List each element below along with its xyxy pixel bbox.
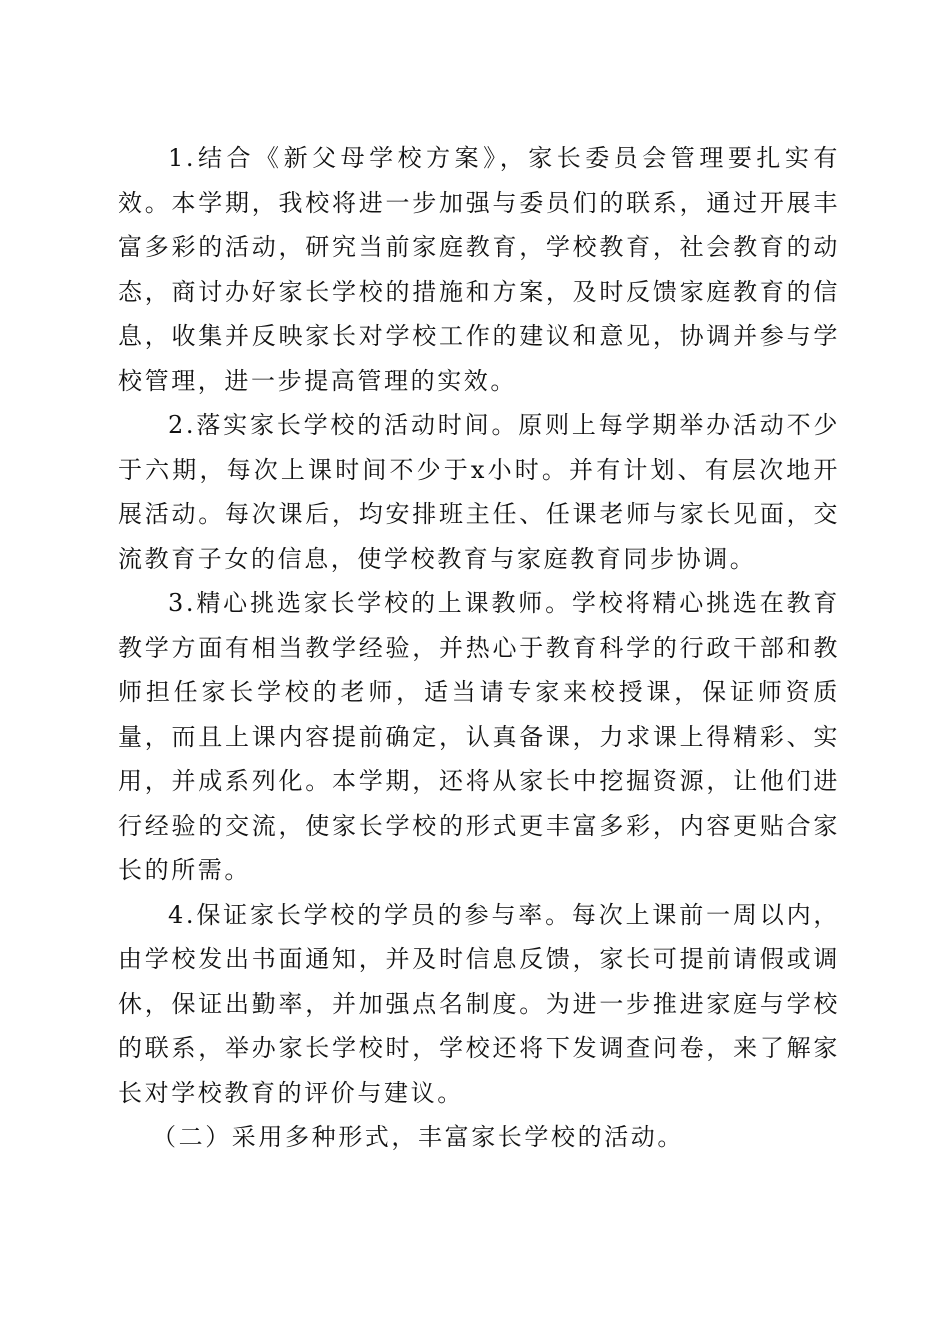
document-body bbox=[118, 136, 840, 1160]
paragraph-2: 2.落实家长学校的活动时间。原则上每学期举办活动不少于六期，每次上课时间不少于x小时。并有计划、有层次地开展活动。每次课后，均安排班主任、任课老师与家长见面，交流教育子女的信息，使学校教育与家庭教育同步协调。 bbox=[118, 411, 840, 573]
paragraph-3: 3.精心挑选家长学校的上课教师。学校将精心挑选在教育教学方面有相当教学经验，并热心于教育科学的行政干部和教师担任家长学校的老师，适当请专家来校授课，保证师资质量，而且上课内容提前确定，认真备课，力求课上得精彩、实用，并成系列化。本学期，还将从家长中挖掘资源，让他们进行经验的交流，使家长学校的形式更丰富多彩，内容更贴合家长的所需。 bbox=[118, 589, 840, 884]
paragraph-4: 4.保证家长学校的学员的参与率。每次上课前一周以内，由学校发出书面通知，并及时信息反馈，家长可提前请假或调休，保证出勤率，并加强点名制度。为进一步推进家庭与学校的联系，举办家长学校时，学校还将下发调查问卷，来了解家长对学校教育的评价与建议。 bbox=[118, 900, 840, 1107]
section-heading: （二）采用多种形式，丰富家长学校的活动。 bbox=[152, 1123, 684, 1151]
paragraph-1: 1.结合《新父母学校方案》，家长委员会管理要扎实有效。本学期，我校将进一步加强与委员们的联系，通过开展丰富多彩的活动，研究当前家庭教育，学校教育，社会教育的动态，商讨办好家长学校的措施和方案，及时反馈家庭教育的信息，收集并反映家长对学校工作的建议和意见，协调并参与学校管理，进一步提高管理的实效。 bbox=[118, 144, 840, 395]
